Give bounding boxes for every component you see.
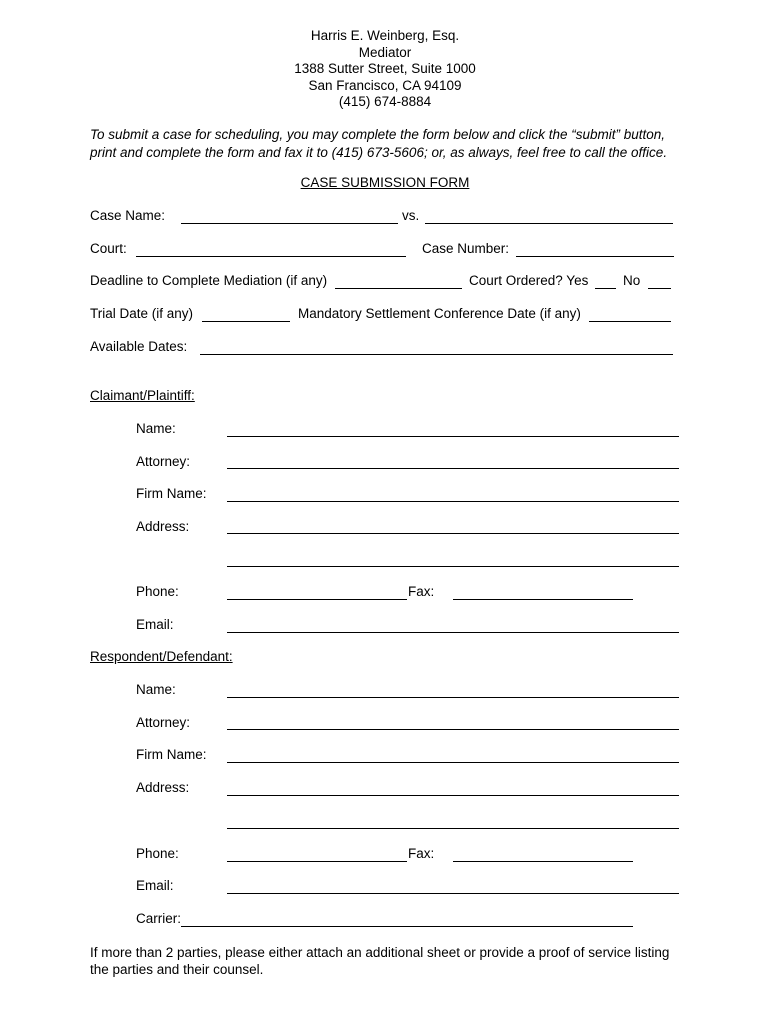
court-ordered-yes-field[interactable] [595, 288, 616, 289]
claimant-address-field-1[interactable] [227, 533, 679, 534]
claimant-firm-name-field[interactable] [227, 501, 679, 502]
mediator-role: Mediator [358, 44, 412, 60]
case-name-label: Case Name: [90, 208, 166, 223]
respondent-phone-field[interactable] [227, 861, 407, 862]
claimant-phone-field[interactable] [227, 599, 407, 600]
case-name-field[interactable] [181, 223, 398, 224]
court-ordered-no-field[interactable] [648, 288, 671, 289]
claimant-fax-label: Fax: [408, 584, 435, 599]
carrier-label: Carrier: [136, 911, 182, 926]
claimant-firm-name-label: Firm Name: [136, 486, 207, 501]
trial-date-field[interactable] [202, 321, 290, 322]
case-number-label: Case Number: [422, 241, 510, 256]
respondent-attorney-field[interactable] [227, 729, 679, 730]
intro-line-1: To submit a case for scheduling, you may complete the form below and click the “submit” button, [90, 127, 666, 142]
respondent-address-field-2[interactable] [227, 828, 679, 829]
vs-label: vs. [402, 208, 420, 223]
respondent-heading: Respondent/Defendant: [90, 649, 233, 664]
claimant-phone-label: Phone: [136, 584, 179, 599]
respondent-name-label: Name: [136, 682, 176, 697]
available-dates-label: Available Dates: [90, 339, 188, 354]
court-ordered-no-label: No [623, 273, 641, 288]
respondent-fax-field[interactable] [453, 861, 633, 862]
respondent-address-label: Address: [136, 780, 190, 795]
available-dates-field[interactable] [200, 354, 673, 355]
city-address: San Francisco, CA 94109 [308, 77, 462, 93]
trial-date-label: Trial Date (if any) [90, 306, 194, 321]
claimant-name-label: Name: [136, 421, 176, 436]
footer-line-2: the parties and their counsel. [90, 962, 264, 977]
deadline-field[interactable] [335, 288, 462, 289]
claimant-address-field-2[interactable] [227, 566, 679, 567]
msc-date-label: Mandatory Settlement Conference Date (if any) [298, 306, 581, 321]
letterhead [0, 28, 770, 111]
court-ordered-label: Court Ordered? Yes [469, 273, 589, 288]
court-label: Court: [90, 241, 127, 256]
respondent-name-field[interactable] [227, 697, 679, 698]
claimant-attorney-field[interactable] [227, 468, 679, 469]
claimant-fax-field[interactable] [453, 599, 633, 600]
court-field[interactable] [136, 256, 406, 257]
msc-date-field[interactable] [589, 321, 671, 322]
deadline-label: Deadline to Complete Mediation (if any) [90, 273, 328, 288]
respondent-email-label: Email: [136, 878, 174, 893]
street-address: 1388 Sutter Street, Suite 1000 [294, 61, 476, 76]
respondent-attorney-label: Attorney: [136, 715, 191, 730]
footer-note [90, 944, 690, 978]
form-title: CASE SUBMISSION FORM [300, 175, 470, 190]
intro-line-2: print and complete the form and fax it to (415) 673-5606; or, as always, feel free to call the office. [90, 145, 668, 160]
footer-line-1: If more than 2 parties, please either attach an additional sheet or provide a proof of service listing [90, 945, 670, 960]
office-phone: (415) 674-8884 [338, 94, 432, 109]
respondent-fax-label: Fax: [408, 846, 435, 861]
claimant-email-field[interactable] [227, 632, 679, 633]
case-number-field[interactable] [516, 256, 674, 257]
respondent-phone-label: Phone: [136, 846, 179, 861]
mediator-name: Harris E. Weinberg, Esq. [310, 28, 460, 43]
respondent-firm-name-field[interactable] [227, 762, 679, 763]
claimant-heading: Claimant/Plaintiff: [90, 388, 195, 403]
claimant-address-label: Address: [136, 519, 190, 534]
carrier-field[interactable] [181, 926, 633, 927]
intro-text [90, 126, 690, 162]
claimant-email-label: Email: [136, 617, 174, 632]
claimant-name-field[interactable] [227, 436, 679, 437]
respondent-firm-name-label: Firm Name: [136, 747, 207, 762]
respondent-email-field[interactable] [227, 893, 679, 894]
claimant-attorney-label: Attorney: [136, 454, 191, 469]
case-name-vs-field[interactable] [425, 223, 673, 224]
respondent-address-field-1[interactable] [227, 795, 679, 796]
